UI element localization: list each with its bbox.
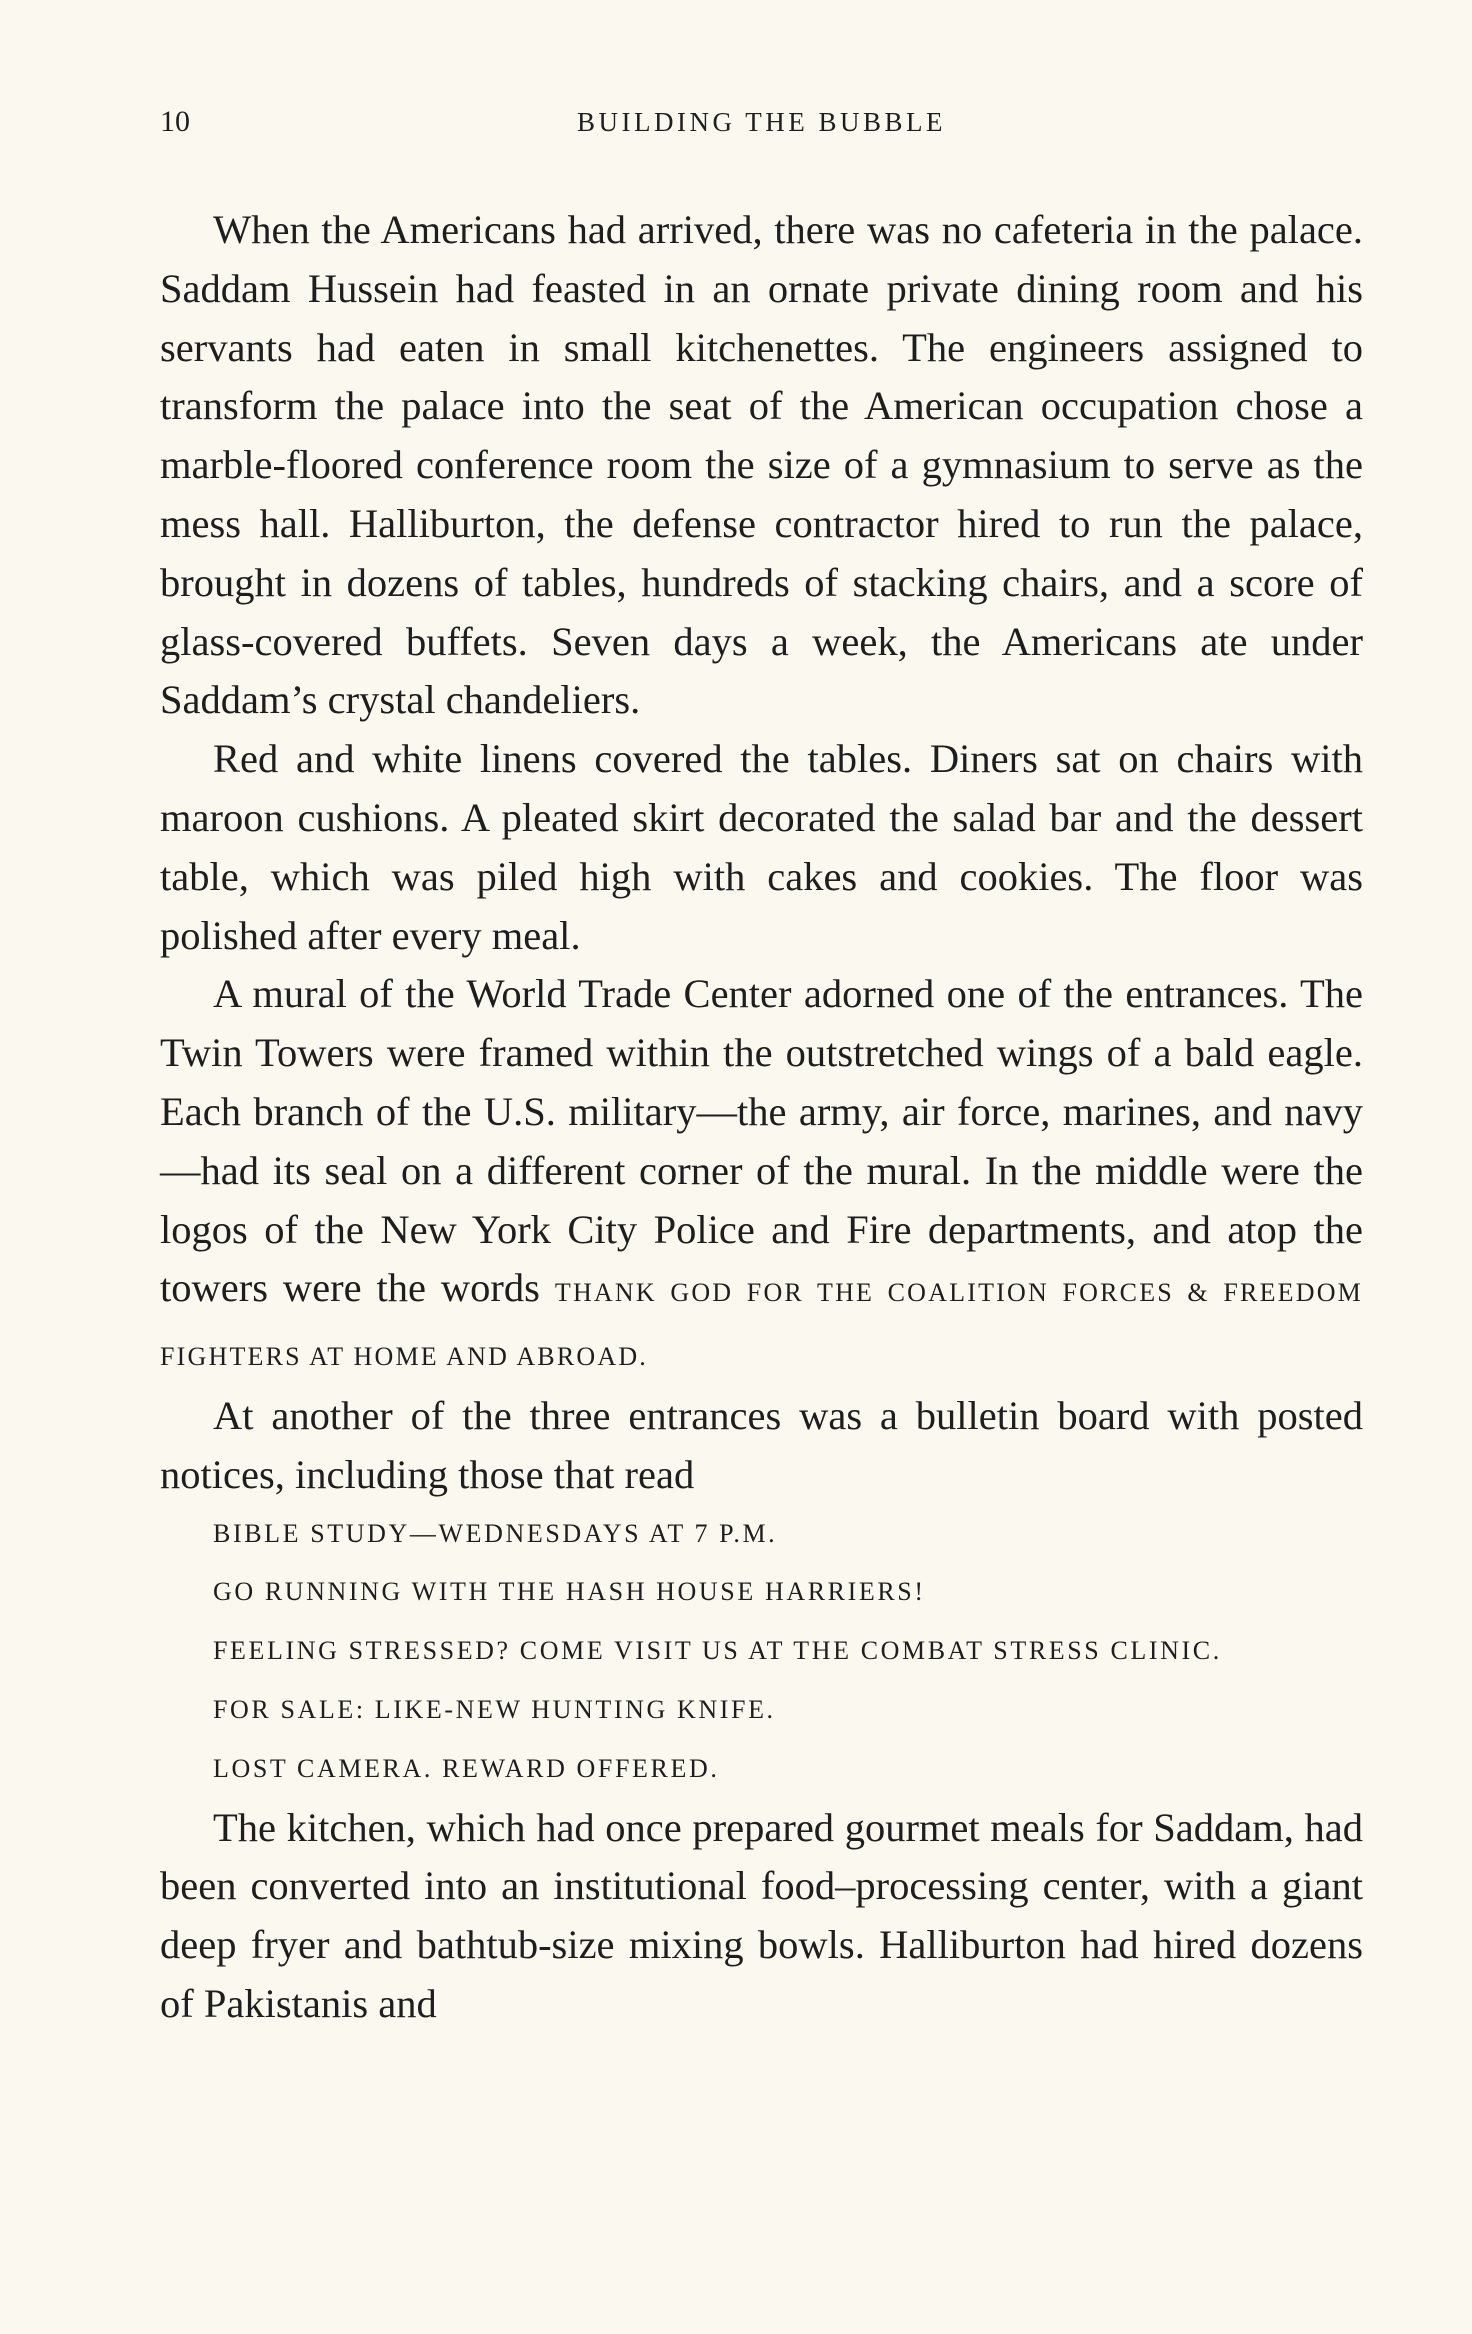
- paragraph: Red and white linens covered the tables. Diners sat on chairs with maroon cushions. A pleated skirt decorated the salad bar and the dessert table, which was piled high with cakes and cookies. The floor was polished after every meal.: [160, 736, 1363, 958]
- notice-item: BIBLE STUDY—WEDNESDAYS AT 7 P.M.: [213, 1518, 778, 1548]
- mural-words: THANK GOD FOR THE COALITION FORCES & FREEDOM FIGHTERS AT HOME AND ABROAD.: [160, 1278, 1364, 1372]
- page-header: [160, 102, 1363, 142]
- notice-item: FEELING STRESSED? COME VISIT US AT THE COMBAT STRESS CLINIC.: [213, 1636, 1222, 1666]
- body-text: [160, 201, 1363, 2034]
- paragraph: [160, 965, 1363, 1387]
- notice-item: LOST CAMERA. REWARD OFFERED.: [213, 1753, 720, 1783]
- paragraph: At another of the three entrances was a bulletin board with posted notices, including those that read: [160, 1392, 1363, 1497]
- notice-item: GO RUNNING WITH THE HASH HOUSE HARRIERS!: [213, 1577, 926, 1607]
- running-head: BUILDING THE BUBBLE: [577, 107, 946, 137]
- notice-item: FOR SALE: LIKE-NEW HUNTING KNIFE.: [213, 1694, 776, 1724]
- page-number: 10: [160, 105, 190, 138]
- paragraph: The kitchen, which had once prepared gourmet meals for Saddam, had been converted into an institutional food–processing center, with a giant deep fryer and bathtub-size mixing bowls. Halliburton had hired dozens of Pakistanis and: [160, 1804, 1363, 2026]
- paragraph-text: A mural of the World Trade Center adorned one of the entrances. The Twin Towers were framed within the outstretched wings of a bald eagle. Each branch of the U.S. military—the army, air force, marines, and navy—had its seal on a different corner of the mural. In the middle were the logos of the New York City Police and Fire departments, and atop the towers were the words: [160, 971, 1363, 1311]
- paragraph: When the Americans had arrived, there was no cafeteria in the palace. Saddam Hussein had feasted in an ornate private dining room and his servants had eaten in small kitchenettes. The engineers assigned to transform the palace into the seat of the American occupation chose a marble-floored conference room the size of a gymnasium to serve as the mess hall. Halliburton, the defense contractor hired to run the palace, brought in dozens of tables, hundreds of stacking chairs, and a score of glass-covered buffets. Seven days a week, the Americans ate under Saddam’s crystal chandeliers.: [160, 207, 1363, 723]
